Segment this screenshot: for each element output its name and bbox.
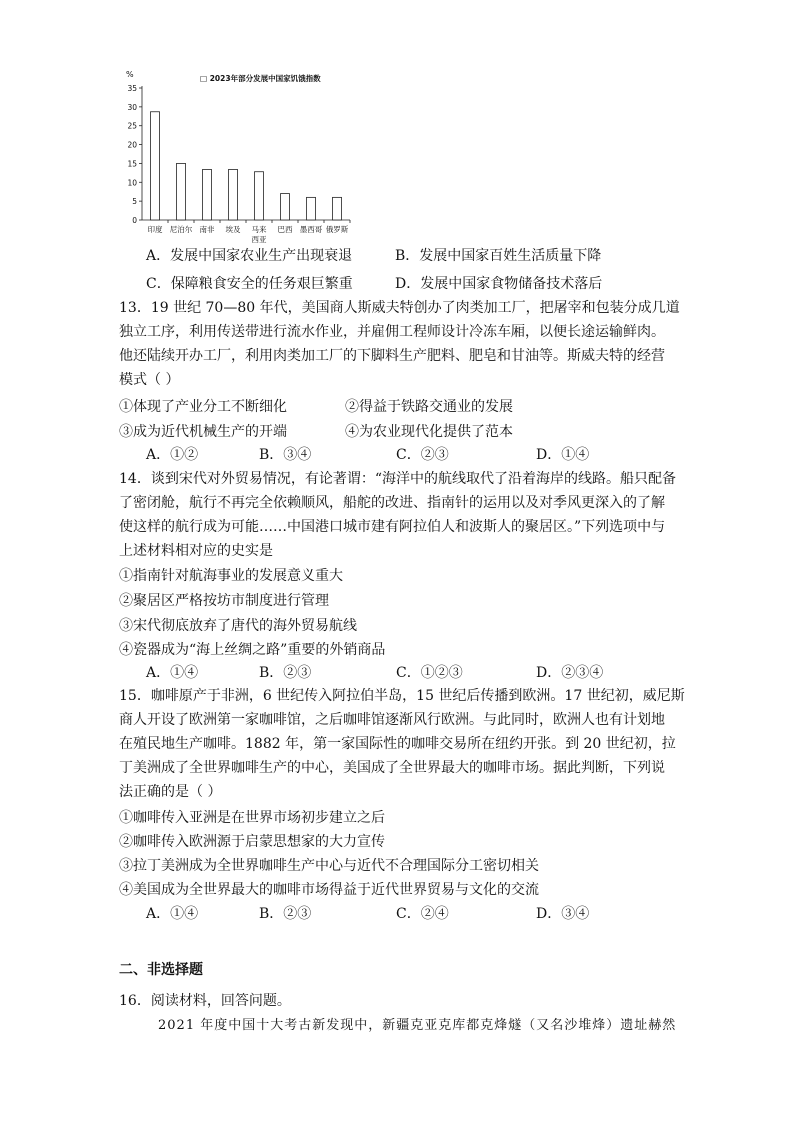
- q16-prompt: 16．阅读材料，回答问题。: [119, 993, 291, 1009]
- x-tick-label: 巴西: [277, 225, 293, 234]
- q13-option-b[interactable]: B．③④: [259, 447, 312, 463]
- q13-item-1: ①体现了产业分工不断细化: [119, 399, 287, 415]
- q14-stem-line-4: 上述材料相对应的史实是: [119, 543, 273, 559]
- q14-option-d[interactable]: D．②③④: [536, 665, 604, 681]
- q14-option-c[interactable]: C．①②③: [396, 665, 463, 681]
- y-tick-label: 35: [127, 84, 137, 93]
- q14-option-a[interactable]: A．①④: [146, 665, 199, 681]
- x-tick-label: 墨西哥: [299, 225, 323, 234]
- q14-stem-line-2: 了密闭舱，航行不再完全依赖顺风，船舵的改进、指南针的运用以及对季风更深入的了解: [119, 495, 665, 511]
- bar: [307, 197, 316, 220]
- chart-title: □ 2023年部分发展中国家饥饿指数: [200, 74, 321, 83]
- chart-svg: [112, 62, 362, 252]
- q15-item-2: ②咖啡传入欧洲源于启蒙思想家的大力宣传: [119, 834, 385, 850]
- bar: [333, 197, 342, 220]
- q14-option-b[interactable]: B．②③: [259, 665, 312, 681]
- bar: [203, 169, 212, 220]
- section-title-non-choice: 二、非选择题: [119, 962, 203, 978]
- q15-option-a[interactable]: A．①④: [146, 906, 199, 922]
- y-tick-label: 10: [127, 178, 137, 188]
- q14-stem-line-3: 使这样的航行成为可能……中国港口城市建有阿拉伯人和波斯人的聚居区。”下列选项中与: [119, 519, 666, 535]
- bar: [281, 194, 290, 220]
- bar: [229, 169, 238, 220]
- y-tick-label: 25: [127, 121, 137, 131]
- q13-option-c[interactable]: C．②③: [396, 447, 449, 463]
- q15-stem-line-4: 丁美洲成了全世界咖啡生产的中心，美国成了全世界最大的咖啡市场。据此判断，下列说: [119, 760, 665, 776]
- x-tick-label: 印度: [147, 225, 163, 234]
- q13-item-4: ④为农业现代化提供了范本: [345, 424, 513, 440]
- x-tick-label: 南非: [199, 225, 215, 234]
- q14-item-4: ④瓷器成为“海上丝绸之路”重要的外销商品: [119, 642, 386, 658]
- q15-stem-line-3: 在殖民地生产咖啡。1882 年，第一家国际性的咖啡交易所在纽约开张。到 20 世纪初，拉: [119, 736, 676, 752]
- bar: [255, 172, 264, 220]
- q12-option-a[interactable]: A．发展中国家农业生产出现衰退: [146, 248, 353, 264]
- q16-material-line-1: 2021 年度中国十大考古新发现中，新疆克亚克库都克烽燧（又名沙堆烽）遗址赫然: [158, 1018, 677, 1033]
- q15-item-3: ③拉丁美洲成为全世界咖啡生产中心与近代不合理国际分工密切相关: [119, 858, 539, 874]
- x-tick-label: 西亚: [251, 235, 267, 244]
- q13-option-d[interactable]: D．①④: [536, 447, 590, 463]
- hunger-index-chart: [112, 62, 362, 252]
- q14-item-2: ②聚居区严格按坊市制度进行管理: [119, 593, 329, 609]
- q13-option-a[interactable]: A．①②: [146, 447, 199, 463]
- q13-stem-line-4: 模式（ ）: [119, 372, 180, 388]
- q14-stem-line-1: 14．谈到宋代对外贸易情况，有论著谓：“海洋中的航线取代了沿着海岸的线路。船只配备: [119, 471, 676, 487]
- y-tick-label: 30: [127, 102, 137, 112]
- x-tick-label: 埃及: [225, 225, 241, 234]
- q15-option-b[interactable]: B．②③: [259, 906, 312, 922]
- q13-item-3: ③成为近代机械生产的开端: [119, 424, 287, 440]
- bar: [151, 112, 160, 220]
- y-tick-label: 15: [127, 159, 137, 169]
- q14-item-1: ①指南针对航海事业的发展意义重大: [119, 568, 343, 584]
- y-tick-label: 0: [132, 216, 137, 225]
- q15-option-d[interactable]: D．③④: [536, 906, 590, 922]
- q14-item-3: ③宋代彻底放弃了唐代的海外贸易航线: [119, 618, 357, 634]
- q15-stem-line-5: 法正确的是（ ）: [119, 784, 222, 800]
- y-unit-label: %: [126, 70, 134, 79]
- q12-option-d[interactable]: D．发展中国家食物储备技术落后: [395, 276, 603, 292]
- q15-stem-line-2: 商人开设了欧洲第一家咖啡馆，之后咖啡馆逐渐风行欧洲。与此同时，欧洲人也有计划地: [119, 712, 665, 728]
- q15-stem-line-1: 15．咖啡原产于非洲，6 世纪传入阿拉伯半岛，15 世纪后传播到欧洲。17 世纪初，威尼斯: [119, 688, 685, 704]
- x-tick-label: 俄罗斯: [325, 225, 349, 234]
- x-tick-label: 马来: [251, 225, 267, 234]
- y-tick-label: 5: [132, 197, 137, 207]
- q13-stem-line-1: 13．19 世纪 70—80 年代，美国商人斯威夫特创办了肉类加工厂，把屠宰和包装分成几道: [119, 300, 680, 316]
- y-tick-label: 20: [127, 140, 137, 150]
- q15-item-4: ④美国成为全世界最大的咖啡市场得益于近代世界贸易与文化的交流: [119, 882, 539, 898]
- q12-option-c[interactable]: C．保障粮食安全的任务艰巨繁重: [146, 276, 353, 292]
- q15-option-c[interactable]: C．②④: [396, 906, 449, 922]
- q13-stem-line-2: 独立工序，利用传送带进行流水作业，并雇佣工程师设计冷冻车厢，以便长途运输鲜肉。: [119, 324, 665, 340]
- x-tick-label: 尼泊尔: [169, 225, 193, 234]
- q13-item-2: ②得益于铁路交通业的发展: [345, 399, 513, 415]
- q13-stem-line-3: 他还陆续开办工厂，利用肉类加工厂的下脚料生产肥料、肥皂和甘油等。斯威夫特的经营: [119, 348, 665, 364]
- q12-option-b[interactable]: B．发展中国家百姓生活质量下降: [395, 248, 602, 264]
- bar: [177, 163, 186, 220]
- q15-item-1: ①咖啡传入亚洲是在世界市场初步建立之后: [119, 810, 385, 826]
